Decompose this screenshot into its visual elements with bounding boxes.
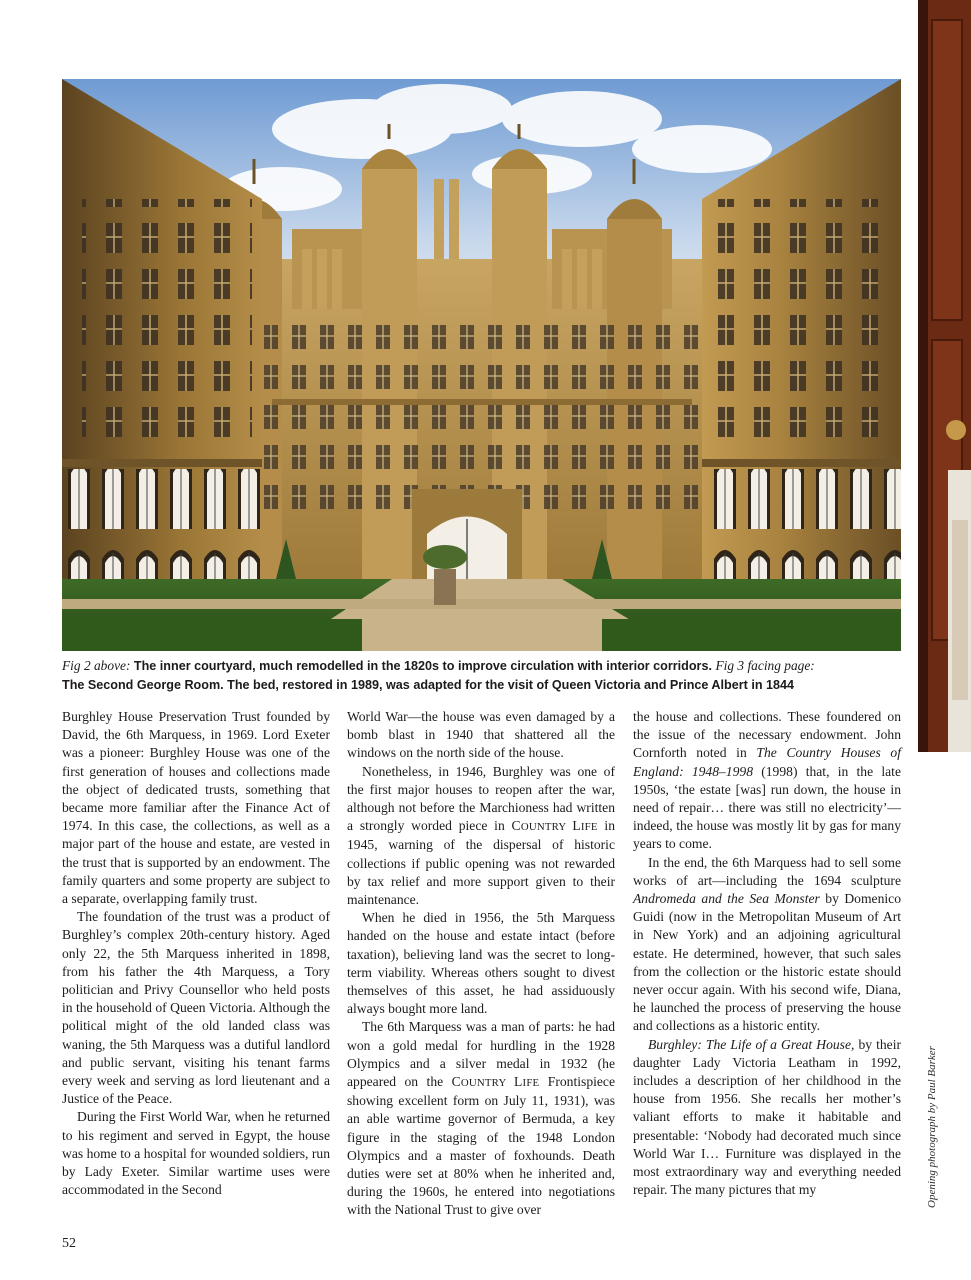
- text-run: In the end, the 6th Marquess had to sell some works of art—including the 1694 sculpture: [633, 854, 901, 888]
- figure-caption: [62, 656, 904, 695]
- fig3-label: Fig 3 facing page:: [715, 658, 815, 673]
- paragraph: Burghley House Preservation Trust founded by David, the 6th Marquess, in 1969. Lord Exeter was a pioneer: Burghley House was one of the first generation of houses and collections made the object of dedicated trusts, something that became more familiar after the Finance Act of 1974. In this case, the collections, as well as a major part of the house and estate, are vested in the trust that is supported by an endowment. The family quarters and some property are subject to a separate, overlapping family trust.: [62, 709, 330, 907]
- artwork-title: Andromeda and the Sea Monster: [633, 891, 820, 907]
- fig3-caption-text: The Second George Room. The bed, restored in 1989, was adapted for the visit of Queen Victoria and Prince Albert in 1844: [62, 678, 795, 692]
- text-run: Nonetheless, in 1946, Burghley was one of the first major houses to reopen after the war, although not before the Marchioness had written a strongly worded piece in: [347, 763, 615, 834]
- text-run: Frontispiece showing excellent form on July 11, 1931), was an able wartime governor of Bermuda, a key figure in the staging of the 1948 London Olympics and a master of foxhounds. Death duties were set at 80% when he inherited and, during the 1960s, he entered into negotiations with the National Trust to give over: [347, 1074, 615, 1218]
- book-title: The Country Houses of England: 1948–1998: [633, 745, 901, 779]
- fig2-label: Fig 2 above:: [62, 658, 131, 673]
- text-run: by Domenico Guidi (now in the Metropolitan Museum of Art in New York) and an adjoining agricultural estate. He determined, however, that such sales from the collection or the historic estate should never occur again. With his second wife, Diana, he launched the process of preserving the house and collections as a historic entity.: [633, 891, 901, 1034]
- courtyard-illustration: [62, 79, 901, 651]
- text-run: The 6th Marquess was a man of parts: he had won a gold medal for hurdling in the 1928 Olympics and a silver medal in 1932 (he appeared on the: [347, 1019, 615, 1090]
- paragraph: [347, 763, 615, 910]
- article-column-3: [633, 708, 901, 1199]
- text-run: the house and collections. These foundered on the issue of the necessary endowment. John Cornforth noted in: [633, 709, 901, 761]
- text-run: in 1945, warning of the dispersal of historic collections if public opening was not rewarded by tax relief and more support given to their maintenance.: [347, 818, 615, 908]
- paragraph: [633, 708, 901, 854]
- text-run: , by their daughter Lady Victoria Leatham in 1992, includes a description of her childhood in the house from 1956. She recalls her mother’s valiant efforts to make it habitable and presentable: ‘Nobody had decorated much since World War I… Furniture was displayed in the most extraordinary way and everything needed repair. The many pictures that my: [633, 1036, 902, 1198]
- page-number: 52: [62, 1236, 76, 1251]
- paragraph: During the First World War, when he returned to his regiment and served in Egypt, the house was home to a hospital for wounded soldiers, run by Lady Exeter. Similar wartime uses were accommodated in the Second: [62, 1109, 330, 1198]
- paragraph: World War—the house was even damaged by a bomb blast in 1940 that shattered all the windows on the north side of the house.: [347, 709, 615, 761]
- publication-name: COUNTRY LIFE: [511, 818, 598, 834]
- paragraph: [633, 854, 901, 1036]
- publication-name: COUNTRY LIFE: [451, 1074, 540, 1090]
- book-title: Burghley: The Life of a Great House: [648, 1036, 851, 1052]
- article-column-1: [62, 708, 330, 1199]
- paragraph: [347, 1018, 615, 1219]
- paragraph: [633, 1036, 901, 1200]
- fig2-caption-text: The inner courtyard, much remodelled in the 1820s to improve circulation with interior corridors.: [133, 659, 712, 673]
- courtyard-photo: [62, 79, 901, 651]
- facing-page-room-image: [918, 0, 971, 752]
- facing-page-sliver: [918, 0, 971, 752]
- paragraph: When he died in 1956, the 5th Marquess handed on the house and estate intact (before taxation), believing land was the secret to long-term viability. Whereas others sought to divest themselves of this asset, he had assiduously always bought more land.: [347, 910, 615, 1017]
- text-run: (1998) that, in the late 1950s, ‘the estate [was] run down, the house in need of repair… there was still no electricity’—indeed, the house was mostly lit by gas for many years to come.: [633, 763, 901, 852]
- photo-credit: Opening photograph by Paul Barker: [926, 1046, 938, 1208]
- article-column-2: [347, 708, 615, 1220]
- paragraph: The foundation of the trust was a product of Burghley’s complex 20th-century history. Aged only 22, the 5th Marquess inherited in 1898, from his father the 4th Marquess, a Tory politician and Privy Counsellor who held posts in the household of Queen Victoria. Although the political might of the old landed class was waning, the 5th Marquess was a dutiful landlord and public servant, visiting his tenant farms every week and serving as lord lieutenant and a Justice of the Peace.: [62, 909, 330, 1107]
